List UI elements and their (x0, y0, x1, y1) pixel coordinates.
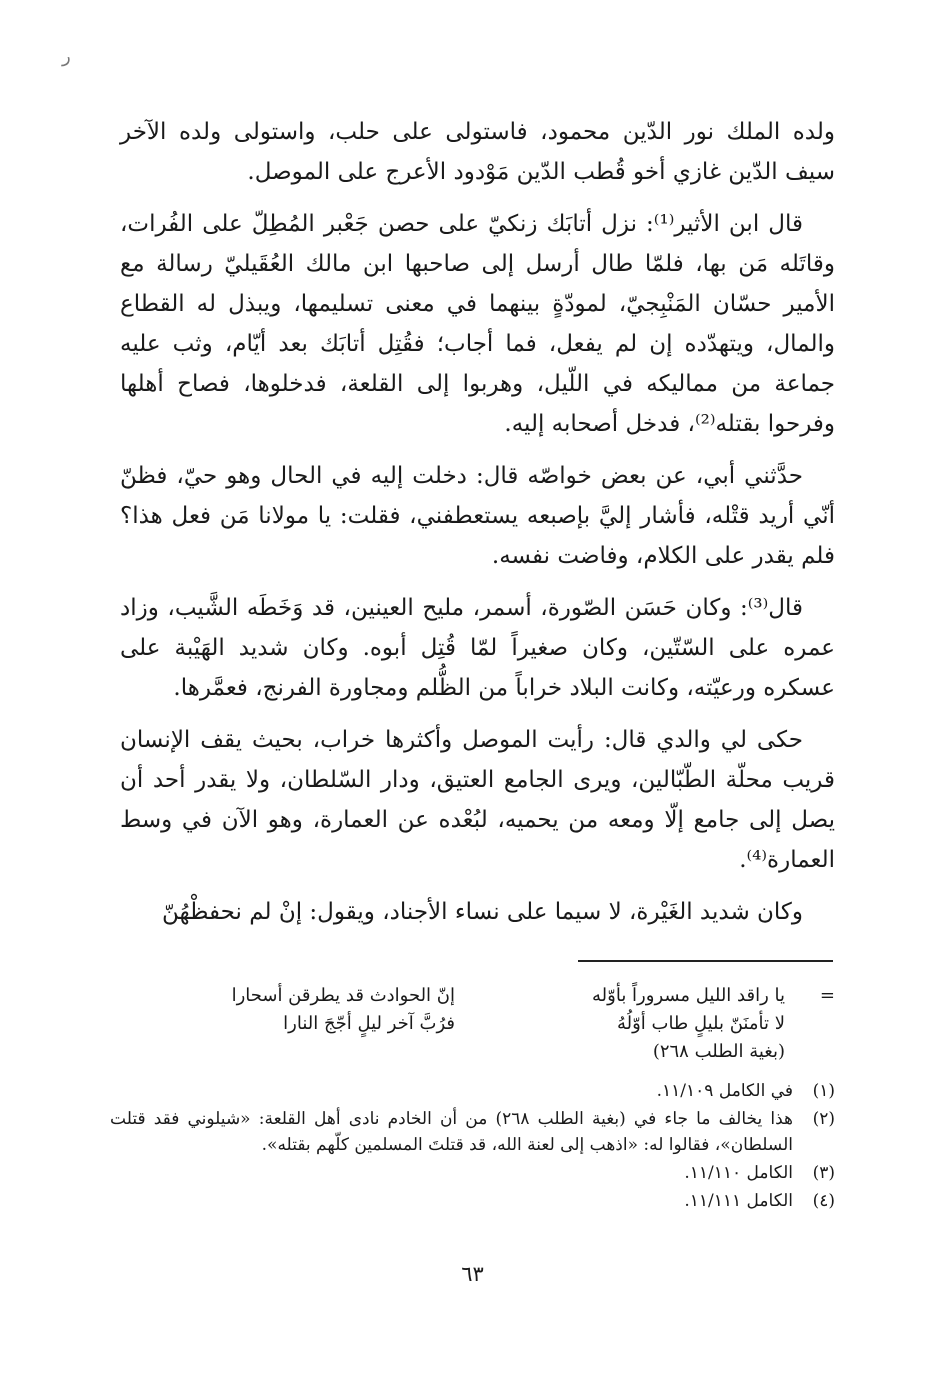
verse-2-second-hemistich: فرُبَّ آخر ليلٍ أجّجَ النارا (283, 1013, 455, 1034)
paragraph-1: ولده الملك نور الدّين محمود، فاستولى على حلب، واستولى ولده الآخر سيف الدّين غازي أخو قُطب الدّين مَوْدود الأعرج على الموصل. (120, 119, 835, 185)
footnote-3 (110, 1160, 835, 1186)
footnote-2 (110, 1106, 835, 1158)
footnote-number: (٢) (812, 1109, 835, 1129)
footnote-number: (١) (812, 1081, 835, 1101)
page-number: ٦٣ (461, 1262, 484, 1286)
corner-mark: ر (62, 46, 71, 67)
poem-source: (بغية الطلب ٢٦٨) (652, 1041, 785, 1062)
paragraph-2: قال ابن الأثير⁽¹⁾: نزل أتابَك زنكيّ على حصن جَعْبر المُطِلّ على الفُرات، وقاتَله مَن بها، فلمّا طال أرسل إلى صاحبها ابن مالك العُقَيليّ رسالة مع الأمير حسّان المَنْبِجيّ، لمودّةٍ بينهما في معنى تسليمها، ويبذل له القطاع والمال، ويتهدّده إن لم يفعل، فما أجاب؛ فقُتِل أتابَك بعد أيّام، وثب عليه جماعة من مماليكه في اللّيل، وهربوا إلى القلعة، فدخلوها، فصاح أهلها وفرحوا بقتله⁽²⁾، فدخل أصحابه إليه. (120, 211, 835, 437)
main-text (120, 112, 835, 944)
verse-1-second-hemistich: إنّ الحوادث قد يطرقن أسحارا (231, 985, 455, 1006)
footnote-separator (578, 960, 833, 962)
paragraph-5: حكى لي والدي قال: رأيت الموصل وأكثرها خراب، بحيث يقف الإنسان قريب محلّة الطّبّالين، ويرى الجامع العتيق، ودار السّلطان، ولا يقدر أحد أن يصل إلى جامع إلّا ومعه من يحميه، لبُعْده عن العمارة، وهو الآن في وسط العمارة⁽⁴⁾. (120, 727, 835, 873)
footnote-number: (٤) (812, 1191, 835, 1211)
footnote-1 (110, 1078, 835, 1104)
poem-verse-2 (165, 1010, 835, 1038)
footnote-text: الكامل ١١/١١١. (684, 1191, 793, 1211)
paragraph-3: حدَّثني أبي، عن بعض خواصّه قال: دخلت إليه في الحال وهو حيّ، فظنّ أنّي أريد قتْله، فأشار إليَّ بإصبعه يستعطفني، فقلت: يا مولانا مَن فعل هذا؟ فلم يقدر على الكلام، وفاضت نفسه. (120, 463, 835, 569)
footnote-text: الكامل ١١/١١٠. (684, 1163, 793, 1183)
verse-1-first-hemistich: يا راقد الليل مسروراً بأوّله (592, 985, 785, 1006)
poem-block (165, 982, 835, 1066)
footnote-text: هذا يخالف ما جاء في (بغية الطلب ٢٦٨) من أن الخادم نادى أهل القلعة: «شيلوني فقد قتلت السلطان»، فقالوا له: «اذهب إلى لعنة الله، قد قتلتَ المسلمين كلّهم بقتله». (110, 1109, 793, 1155)
poem-verse-1 (165, 982, 835, 1010)
paragraph-6: وكان شديد الغَيْرة، لا سيما على نساء الأجناد، ويقول: إنْ لم نحفظْهُنّ (162, 899, 803, 925)
footnote-4 (110, 1188, 835, 1214)
verse-2-first-hemistich: لا تأمنَنّ بليلٍ طاب أوّلُهُ (616, 1013, 785, 1034)
footnote-text: في الكامل ١١/١٠٩. (656, 1081, 793, 1101)
footnotes (110, 1078, 835, 1216)
footnote-number: (٣) (812, 1163, 835, 1183)
continuation-marker: = (819, 985, 835, 1006)
paragraph-4: قال⁽³⁾: وكان حَسَن الصّورة، أسمر، مليح العينين، قد وَخَطَه الشَّيب، وزاد عمره على السّتّين، وكان صغيراً لمّا قُتِل أبوه. وكان شديد الهَيْبة على عسكره ورعيّته، وكانت البلاد خراباً من الظُّلم ومجاورة الفرنج، فعمَّرها. (120, 595, 835, 701)
